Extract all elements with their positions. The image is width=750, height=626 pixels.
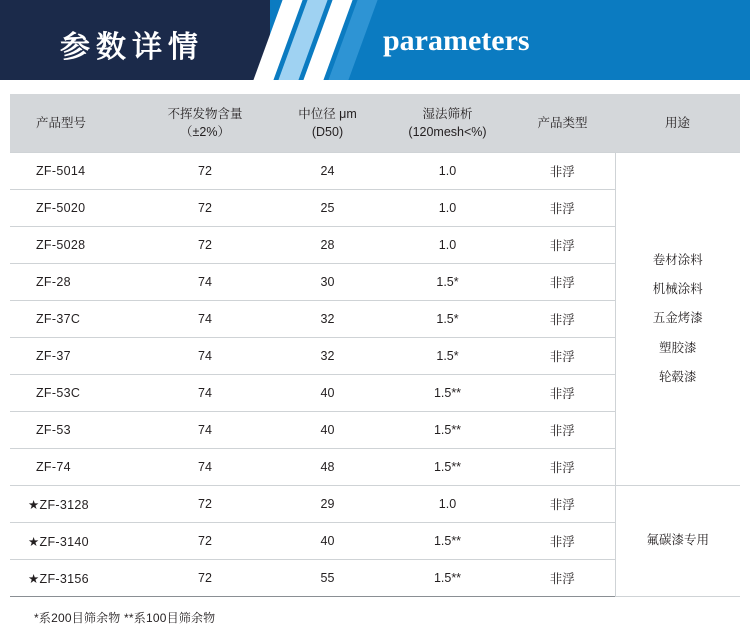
page-banner: [0, 0, 750, 80]
cell-sieve: 1.5**: [385, 375, 510, 412]
cell-sieve: 1.5*: [385, 264, 510, 301]
cell-sieve: 1.5*: [385, 301, 510, 338]
cell-use-group-1: [615, 153, 740, 486]
table-footnote: *系200目筛余物 **系100目筛余物: [34, 611, 216, 625]
cell-median: 40: [270, 412, 385, 449]
use-item: 氟碳漆专用: [646, 533, 709, 548]
cell-nonvolatile: 72: [140, 523, 270, 560]
cell-median: 28: [270, 227, 385, 264]
cell-type: 非浮: [510, 560, 615, 597]
column-header-model: 产品型号: [10, 94, 140, 153]
cell-median: 29: [270, 486, 385, 523]
column-header-nonvolatile: [140, 94, 270, 153]
cell-model: ZF-53C: [10, 375, 140, 412]
column-header-sieve-line2: (120mesh<%): [408, 125, 487, 139]
cell-nonvolatile: 74: [140, 449, 270, 486]
cell-sieve: 1.0: [385, 190, 510, 227]
cell-model: ZF-37C: [10, 301, 140, 338]
cell-median: 48: [270, 449, 385, 486]
cell-sieve: 1.0: [385, 227, 510, 264]
cell-median: 32: [270, 301, 385, 338]
cell-nonvolatile: 74: [140, 338, 270, 375]
cell-median: 32: [270, 338, 385, 375]
use-item: 塑胶漆: [658, 340, 697, 355]
use-item: 轮毂漆: [658, 370, 697, 385]
column-header-median-line1: 中位径 μm: [298, 106, 357, 121]
parameters-table-container: [0, 80, 750, 626]
cell-use-group-2: [615, 486, 740, 597]
banner-title-english: parameters: [383, 24, 530, 57]
cell-nonvolatile: 74: [140, 375, 270, 412]
cell-type: 非浮: [510, 375, 615, 412]
cell-median: 30: [270, 264, 385, 301]
cell-median: 24: [270, 153, 385, 190]
cell-sieve: 1.0: [385, 153, 510, 190]
cell-model: ★ZF-3128: [10, 486, 140, 523]
cell-model: ZF-5028: [10, 227, 140, 264]
column-header-nonvolatile-line1: 不挥发物含量: [167, 106, 243, 121]
cell-model: ZF-53: [10, 412, 140, 449]
cell-type: 非浮: [510, 153, 615, 190]
table-header: [10, 94, 740, 153]
cell-type: 非浮: [510, 301, 615, 338]
cell-median: 55: [270, 560, 385, 597]
cell-type: 非浮: [510, 449, 615, 486]
cell-nonvolatile: 72: [140, 560, 270, 597]
column-header-wet-sieve: [385, 94, 510, 153]
cell-nonvolatile: 74: [140, 412, 270, 449]
table-row: [10, 486, 740, 523]
column-header-nonvolatile-line2: （±2%）: [180, 125, 230, 139]
cell-sieve: 1.5**: [385, 560, 510, 597]
cell-model: ★ZF-3140: [10, 523, 140, 560]
parameters-table: [10, 94, 740, 597]
column-header-product-type: 产品类型: [510, 94, 615, 153]
cell-model: ZF-37: [10, 338, 140, 375]
cell-type: 非浮: [510, 338, 615, 375]
cell-sieve: 1.0: [385, 486, 510, 523]
cell-type: 非浮: [510, 412, 615, 449]
use-item: 五金烤漆: [652, 311, 703, 326]
use-group-1-lines: [617, 246, 740, 393]
cell-nonvolatile: 74: [140, 301, 270, 338]
cell-model: ZF-28: [10, 264, 140, 301]
cell-type: 非浮: [510, 190, 615, 227]
cell-nonvolatile: 72: [140, 486, 270, 523]
use-item: 卷材涂料: [652, 252, 703, 267]
column-header-median-line2: (D50): [311, 125, 344, 139]
cell-nonvolatile: 72: [140, 190, 270, 227]
cell-median: 25: [270, 190, 385, 227]
cell-model: ZF-5014: [10, 153, 140, 190]
cell-sieve: 1.5*: [385, 338, 510, 375]
cell-sieve: 1.5**: [385, 449, 510, 486]
cell-type: 非浮: [510, 264, 615, 301]
cell-median: 40: [270, 523, 385, 560]
table-header-row: [10, 94, 740, 153]
column-header-sieve-line1: 湿法筛析: [422, 106, 473, 121]
cell-nonvolatile: 72: [140, 153, 270, 190]
use-group-2-lines: [617, 526, 740, 555]
cell-nonvolatile: 74: [140, 264, 270, 301]
banner-title-chinese: 参数详情: [60, 31, 204, 64]
cell-model: ZF-74: [10, 449, 140, 486]
table-body: [10, 153, 740, 597]
cell-type: 非浮: [510, 227, 615, 264]
cell-type: 非浮: [510, 486, 615, 523]
use-item: 机械涂料: [652, 281, 703, 296]
cell-median: 40: [270, 375, 385, 412]
cell-model: ★ZF-3156: [10, 560, 140, 597]
column-header-median-diameter: [270, 94, 385, 153]
table-row: [10, 153, 740, 190]
cell-nonvolatile: 72: [140, 227, 270, 264]
cell-model: ZF-5020: [10, 190, 140, 227]
cell-type: 非浮: [510, 523, 615, 560]
column-header-use: 用途: [615, 94, 740, 153]
cell-sieve: 1.5**: [385, 412, 510, 449]
cell-sieve: 1.5**: [385, 523, 510, 560]
